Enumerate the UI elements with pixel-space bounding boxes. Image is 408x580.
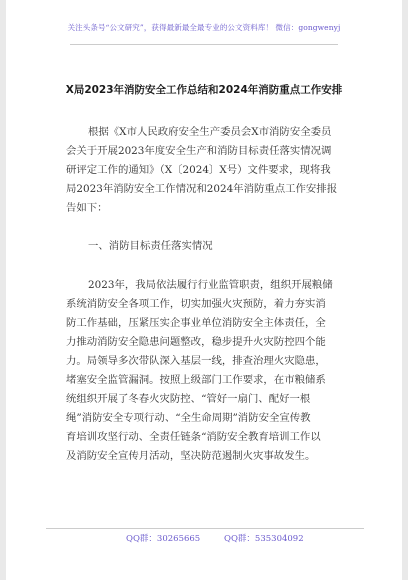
body-line: 统组织开展了冬春火灾防控、“管好一扇门、配好一根 <box>66 393 311 405</box>
intro-line: 研评定工作的通知》（X〔2024〕X号）文件要求，现将我 <box>66 164 331 176</box>
body-line: 及消防安全宣传月活动，坚决防范遏制火灾事故发生。 <box>66 450 316 462</box>
body-line: 防工作基础，压紧压实企事业单位消防安全主体责任，全 <box>66 317 326 329</box>
body-line: 绳”消防安全专项行动、“全生命周期”消防安全宣传教 <box>66 412 311 424</box>
footer-qq-left: QQ群：30265665 <box>126 534 201 544</box>
body-line: 2023年，我局依法履行行业监管职责，组织开展粮储 <box>88 279 333 291</box>
section-heading: 一、消防目标责任落实情况 <box>88 240 213 252</box>
footer-divider <box>46 528 364 529</box>
body-line: 系统消防安全各项工作，切实加强火灾预防，着力夯实消 <box>66 298 326 310</box>
header-divider <box>70 44 338 45</box>
body-line: 育培训攻坚行动、全责任链条“消防安全教育培训工作以 <box>66 431 321 443</box>
header-promo-text: 关注头条号“公文研究”，获得最新最全最专业的公文资料库！ 微信：gongwenyj <box>67 23 341 32</box>
intro-line: 会关于开展2023年度安全生产和消防目标责任落实情况调 <box>66 145 332 157</box>
document-page <box>6 0 402 580</box>
intro-line: 根据《X市人民政府安全生产委员会X市消防安全委员 <box>88 126 332 138</box>
body-line: 力推动消防安全隐患问题整改，稳步提升火灾防控四个能 <box>66 336 326 348</box>
body-line: 力。局领导多次带队深入基层一线，排查治理火灾隐患， <box>66 355 326 367</box>
document-title: X局2023年消防安全工作总结和2024年消防重点工作安排 <box>65 84 343 96</box>
footer-qq-right: QQ群：535304092 <box>224 534 304 544</box>
body-line: 堵塞安全监管漏洞。按照上级部门工作要求，在市粮储系 <box>66 374 326 386</box>
intro-line: 告如下： <box>66 202 108 214</box>
intro-line: 局2023年消防安全工作情况和2024年消防重点工作安排报 <box>66 183 338 195</box>
